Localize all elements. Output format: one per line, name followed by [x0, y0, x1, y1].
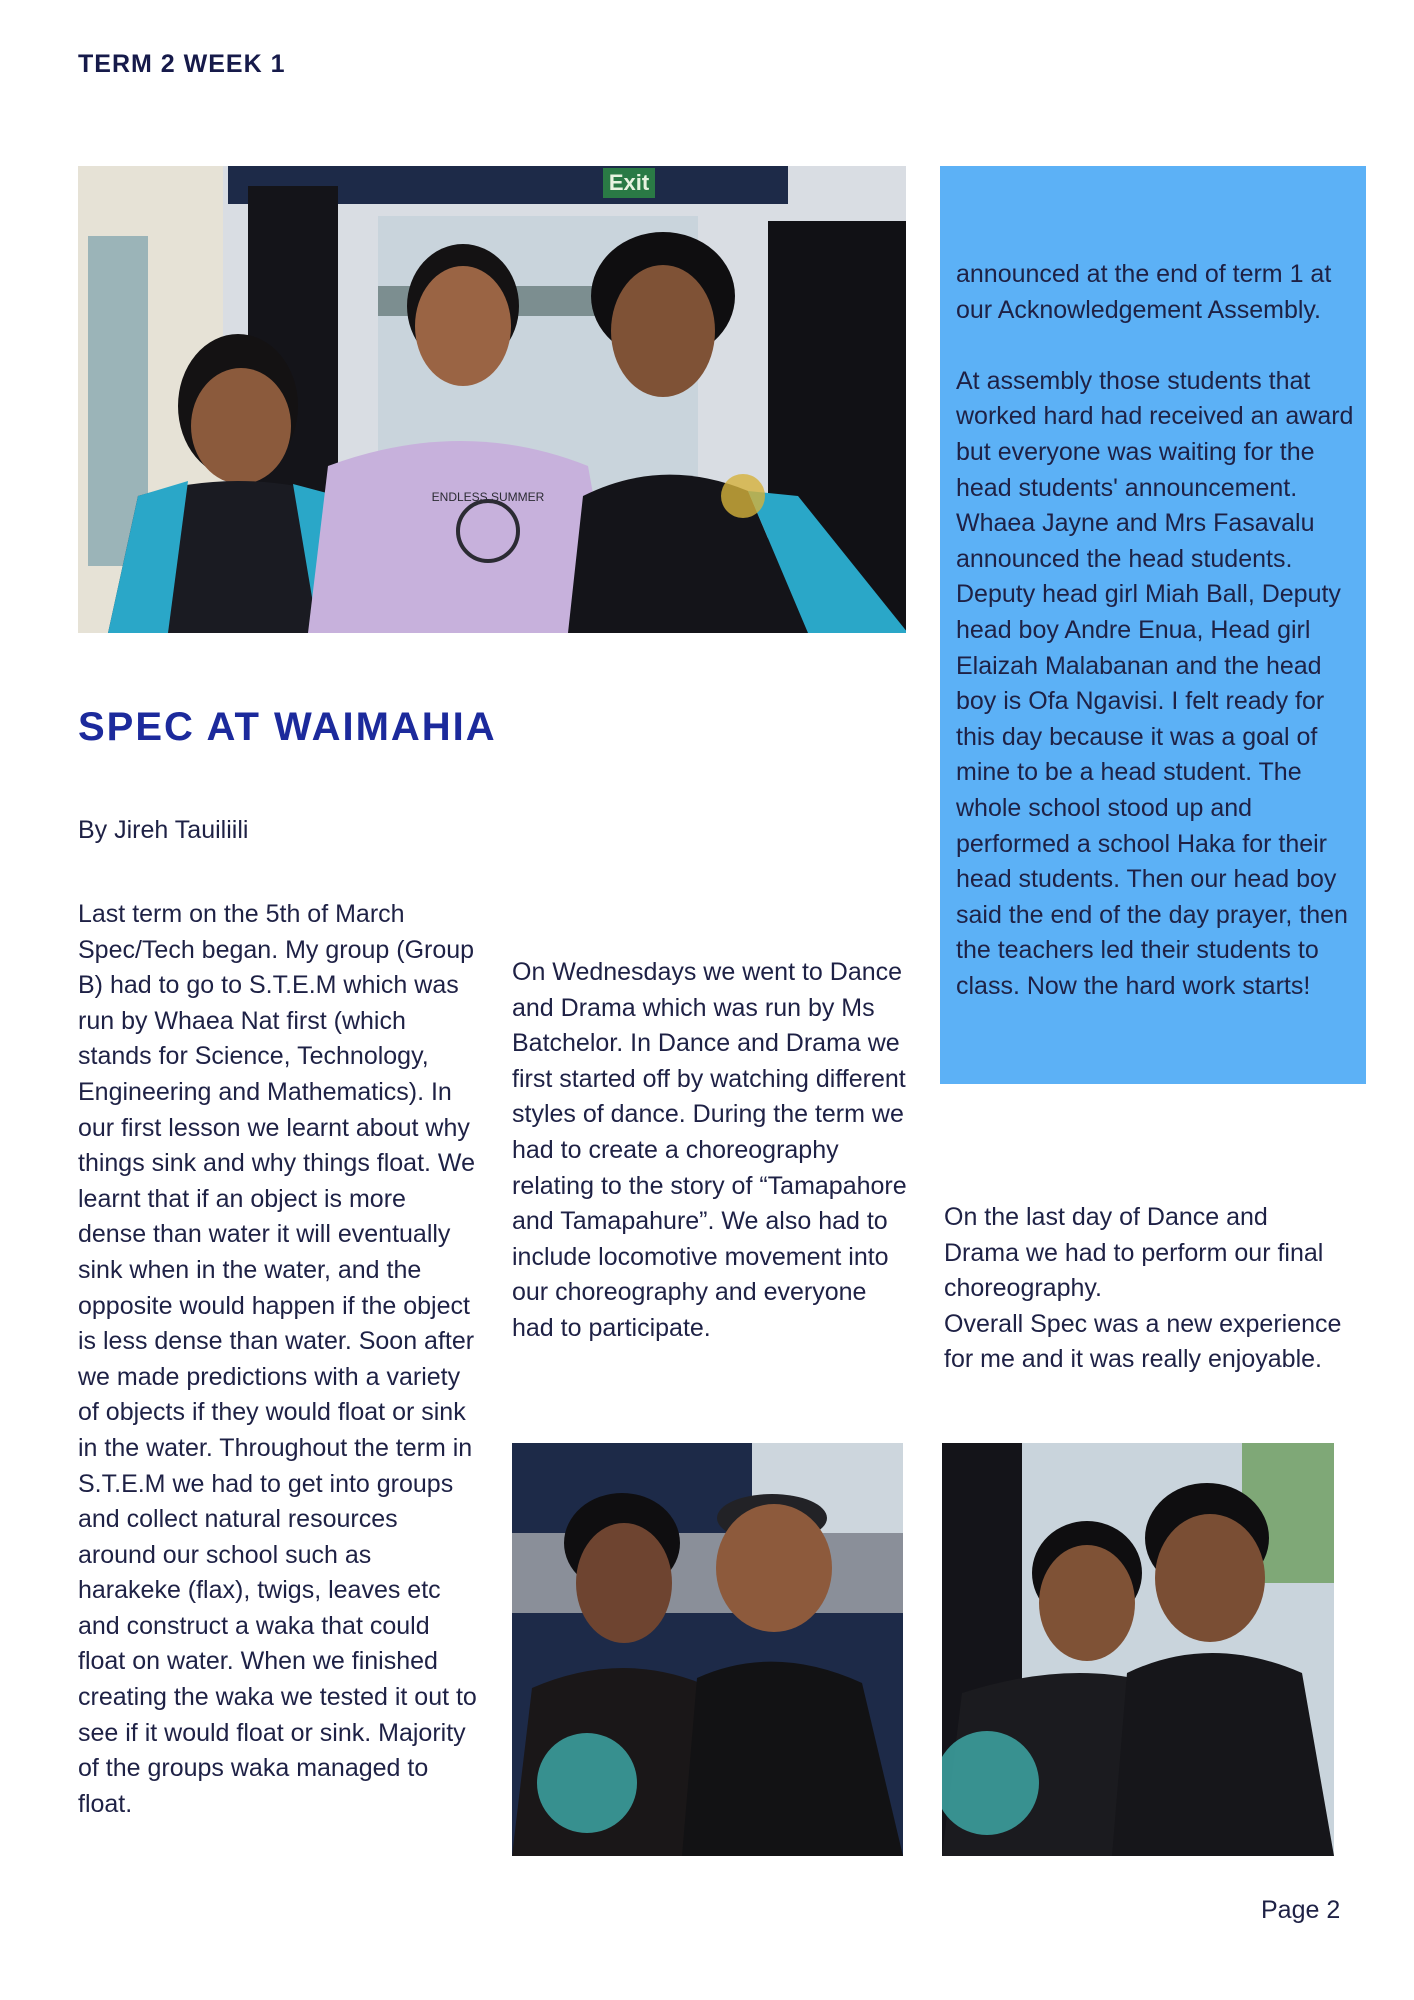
- hoodie-text: ENDLESS SUMMER: [431, 490, 545, 504]
- top-photo: [78, 166, 906, 633]
- bottom-photo-middle: [512, 1443, 903, 1856]
- article-column-1: Last term on the 5th of March Spec/Tech began. My group (Group B) had to go to S.T.E.M which was run by Whaea Nat first (which stands for Science, Technology, Engineering and Mathematics). In our first lesson we learnt about why things sink and why things float. We learnt that if an object is more dense than water it will eventually sink when in the water, and the opposite would happen if the object is less dense than water. Soon after we made predictions with a variety of objects if they would float or sink in the water. Throughout the term in S.T.E.M we had to get into groups and collect natural resources around our school such as harakeke (flax), twigs, leaves etc and construct a waka that could float on water. When we finished creating the waka we tested it out to see if it would float or sink. Majority of the groups waka managed to float.: [78, 900, 477, 1818]
- article-byline: By Jireh Tauiliili: [78, 816, 249, 844]
- exit-sign-text: Exit: [608, 170, 650, 195]
- article-column-2: On Wednesdays we went to Dance and Drama which was run by Ms Batchelor. In Dance and Drama we first started off by watching different styles of dance. During the term we had to create a choreography relating to the story of “Tamapahore and Tamapahure”. We also had to include locomotive movement into our choreography and everyone had to participate.: [512, 958, 907, 1342]
- article-column-3: On the last day of Dance and Drama we had to perform our final choreography. Overall Spec was a new experience for me and it was really enjoyable.: [944, 1203, 1342, 1374]
- newsletter-term-header: TERM 2 WEEK 1: [78, 50, 286, 78]
- sidebar-text: announced at the end of term 1 at our Acknowledgement Assembly. At assembly those students that worked hard had received an award but everyone was waiting for the head students' announcement. Whaea Jayne and Mrs Fasavalu announced the head students. Deputy head girl Miah Ball, Deputy head boy Andre Enua, Head girl Elaizah Malabanan and the head boy is Ofa Ngavisi. I felt ready for this day because it was a goal of mine to be a head student. The whole school stood up and performed a school Haka for their head students. Then our head boy said the end of the day prayer, then the teachers led their students to class. Now the hard work starts!: [956, 260, 1354, 1000]
- bottom-photo-right: [942, 1443, 1334, 1856]
- page-number: Page 2: [1261, 1896, 1341, 1924]
- article-title: SPEC AT WAIMAHIA: [78, 705, 497, 749]
